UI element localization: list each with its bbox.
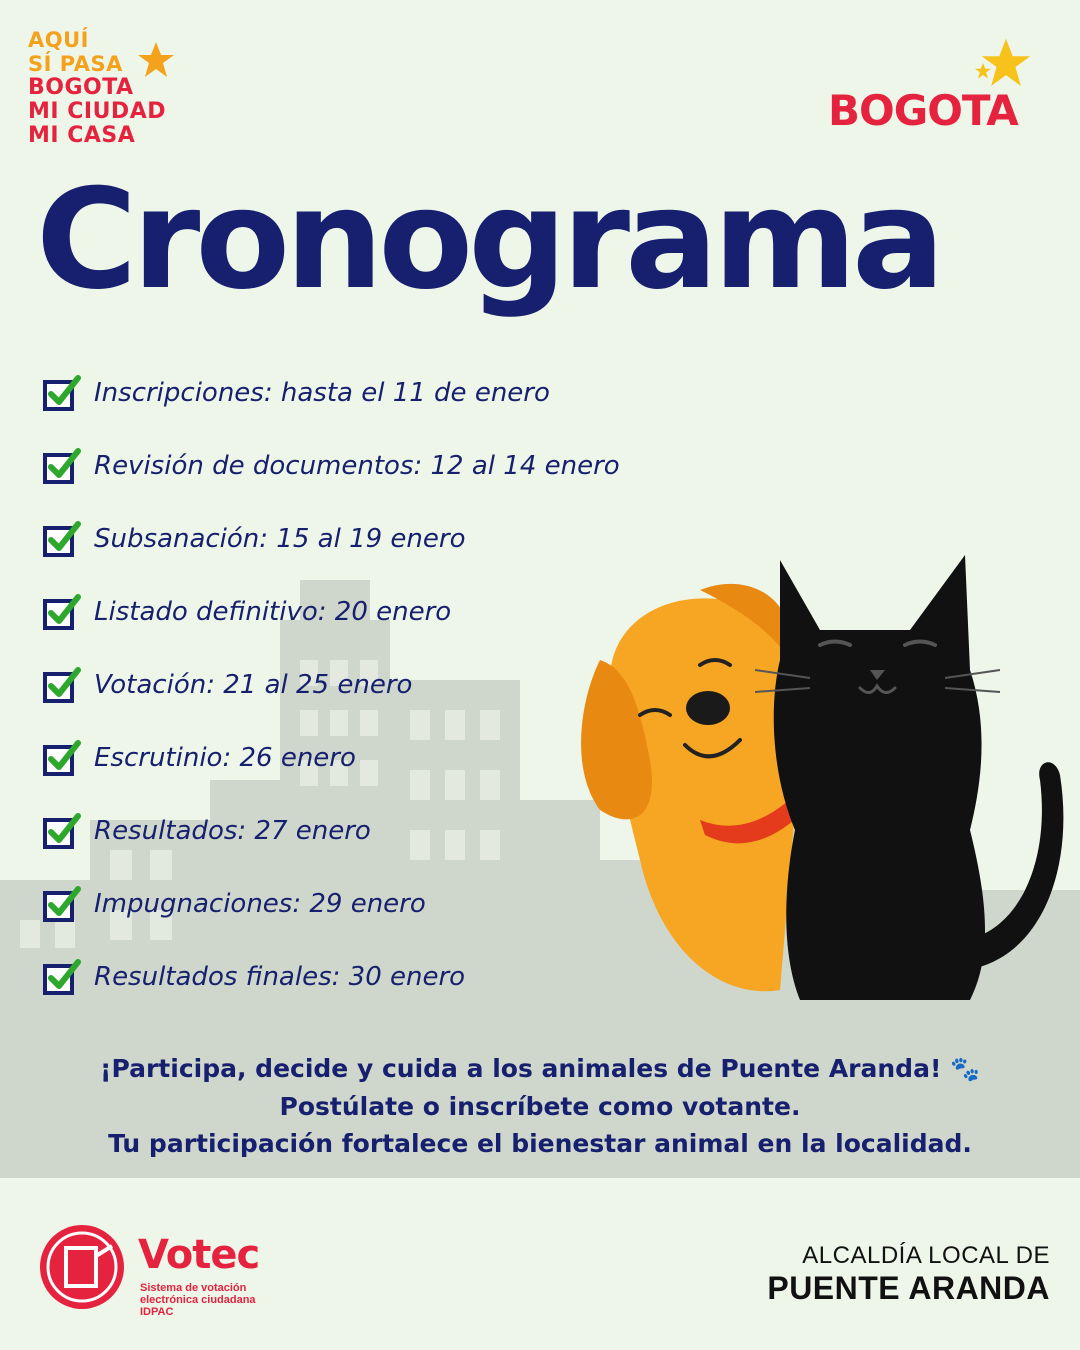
- star-icon: [974, 62, 992, 80]
- aqui-si-pasa-logo: [28, 28, 208, 148]
- page-title: Cronograma: [36, 159, 941, 320]
- logo-line: MI CASA: [28, 123, 136, 148]
- schedule-item-text: Votación: 21 al 25 enero: [94, 669, 413, 700]
- schedule-item-text: Impugnaciones: 29 enero: [94, 888, 426, 919]
- dog-and-cat-illustration: [570, 530, 1070, 1020]
- logo-line: MI CIUDAD: [28, 99, 166, 124]
- check-icon: [42, 957, 82, 997]
- logo-line: AQUÍ: [28, 28, 89, 52]
- votec-subtitle: [140, 1282, 290, 1318]
- schedule-item-text: Resultados finales: 30 enero: [94, 961, 466, 992]
- bogota-wordmark: BOGOTA: [828, 86, 1018, 135]
- check-icon: [42, 738, 82, 778]
- alcaldia-line-1: ALCALDÍA LOCAL DE: [802, 1242, 1050, 1269]
- check-icon: [42, 884, 82, 924]
- schedule-item-text: Subsanación: 15 al 19 enero: [94, 523, 466, 554]
- votec-logo: [36, 1222, 296, 1318]
- alcaldia-line-2: PUENTE ARANDA: [767, 1270, 1050, 1306]
- check-icon: [42, 665, 82, 705]
- paw-icon: 🐾: [950, 1055, 980, 1083]
- bogota-logo: [828, 36, 1048, 146]
- check-icon: [42, 811, 82, 851]
- schedule-item-text: Revisión de documentos: 12 al 14 enero: [94, 450, 620, 481]
- message-line-2: Postúlate o inscríbete como votante.: [279, 1092, 801, 1121]
- votec-subtitle-line: Sistema de votación: [140, 1282, 247, 1294]
- schedule-item-text: Escrutinio: 26 enero: [94, 742, 356, 773]
- schedule-item-text: Resultados: 27 enero: [94, 815, 371, 846]
- schedule-item: [42, 356, 682, 429]
- votec-name: Votec: [138, 1232, 260, 1278]
- logo-line: SÍ PASA: [28, 52, 123, 76]
- schedule-item-text: Listado definitivo: 20 enero: [94, 596, 452, 627]
- message-line-1: ¡Participa, decide y cuida a los animales de Puente Aranda!: [100, 1054, 942, 1083]
- votec-subtitle-line: electrónica ciudadana IDPAC: [140, 1294, 256, 1318]
- star-icon: [136, 40, 176, 80]
- check-icon: [42, 592, 82, 632]
- schedule-item: [42, 429, 682, 502]
- check-icon: [42, 519, 82, 559]
- dog: [581, 584, 810, 991]
- logo-line: BOGOTA: [28, 75, 134, 100]
- schedule-item-text: Inscripciones: hasta el 11 de enero: [94, 377, 550, 408]
- message-line-3: Tu participación fortalece el bienestar animal en la localidad.: [108, 1129, 972, 1158]
- check-icon: [42, 373, 82, 413]
- cat: [755, 555, 1063, 1000]
- check-icon: [42, 446, 82, 486]
- votec-emblem-icon: [36, 1222, 132, 1312]
- call-to-action: [30, 1050, 1050, 1162]
- alcaldia-logo: [767, 1242, 1050, 1307]
